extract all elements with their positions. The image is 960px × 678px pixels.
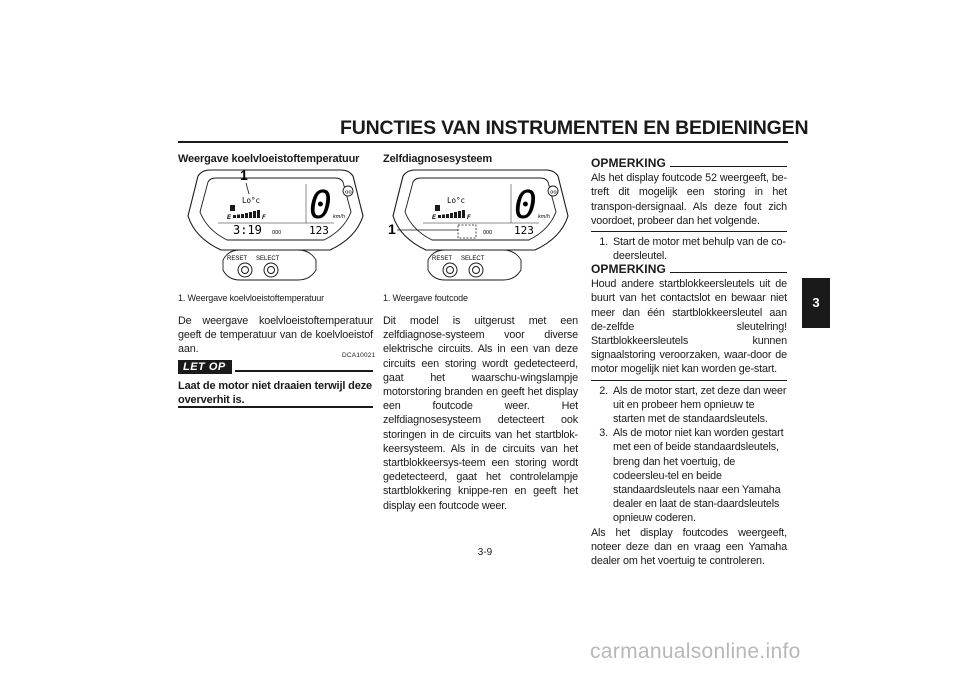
fuel-pump-icon <box>230 205 235 211</box>
svg-text:SELECT: SELECT <box>256 256 280 262</box>
fuel-pump-icon <box>435 205 440 211</box>
caution-text: Laat de motor niet draaien terwijl deze oververhit is. <box>178 380 373 406</box>
svg-text:km/h: km/h <box>538 214 550 220</box>
caution-bottom-rule <box>178 406 373 408</box>
note-1-title: OPMERKING <box>591 156 666 170</box>
column-1-body: De weergave koelvloeistoftemperatuur geeft de temperatuur van de koelvloeistof aan. <box>178 315 373 356</box>
svg-text:1: 1 <box>240 167 248 183</box>
svg-text:km/h: km/h <box>333 214 345 220</box>
svg-text:000: 000 <box>272 230 282 236</box>
column-1-caption: 1. Weergave koelvloeistoftemperatuur <box>178 293 325 303</box>
svg-text:RESET: RESET <box>227 256 248 262</box>
note-1-bottom-rule <box>591 231 787 232</box>
coolant-temp-panel-illustration <box>178 166 373 284</box>
note-1-line <box>670 166 787 167</box>
svg-text:0: 0 <box>309 183 332 227</box>
watermark: carmanualsonline.info <box>590 640 801 663</box>
chapter-tab: 3 <box>802 278 830 328</box>
svg-text:123: 123 <box>309 224 329 237</box>
svg-text:F: F <box>467 215 471 221</box>
note-1-header <box>591 156 787 170</box>
column-1-heading: Weergave koelvloeistoftemperatuur <box>178 153 360 165</box>
page-header-title: FUNCTIES VAN INSTRUMENTEN EN BEDIENINGEN <box>340 117 809 139</box>
list-item: 1. Start de motor met behulp van de co-deersleutel. <box>599 236 786 263</box>
note-2 <box>591 262 787 568</box>
caution-header <box>178 360 373 374</box>
svg-text:E: E <box>432 215 437 221</box>
column-2-heading: Zelfdiagnosesysteem <box>383 153 493 165</box>
svg-text:123: 123 <box>514 224 534 237</box>
note-1 <box>591 156 787 263</box>
note-1-text: Als het display foutcode 52 weergeeft, be-treft dit mogelijk een storing in het transpon-dersignaal. Als deze fout zich voordoet, probeer dan het volgende. <box>591 172 787 227</box>
note-2-bottom-rule <box>591 380 787 381</box>
svg-text:1: 1 <box>388 221 396 237</box>
svg-text:oo: oo <box>345 189 352 196</box>
note-2-title: OPMERKING <box>591 262 666 276</box>
note-2-text: Houd andere startblokkeersleutels uit de buurt van het contactslot en bewaar niet meer dan één startblokkeersleutel aan de-zelfde sleutelring! Startblokkeersleutels kunnen signaalstoring veroorzaken, waar-door de motor mogelijk niet kan worden ge-start. <box>591 278 787 376</box>
caution-header-line <box>235 370 373 372</box>
svg-text:Lo°c: Lo°c <box>242 196 261 205</box>
list-item: 2. Als de motor start, zet deze dan weer uit en probeer hem opnieuw te starten met de standaardsleutels. <box>599 384 787 426</box>
svg-text:000: 000 <box>483 230 493 236</box>
svg-text:oo: oo <box>550 189 557 196</box>
svg-text:0: 0 <box>514 183 537 227</box>
list-item: 3. Als de motor niet kan worden gestart met een of beide standaardsleutels, breng dan het voertuig, de codeersleu-tel en beide standaardsleutels naar een Yamaha dealer en laat de stan-daardsleutels opnieuw coderen. <box>599 427 784 525</box>
note-2-header <box>591 262 787 276</box>
svg-text:Lo°c: Lo°c <box>447 196 466 205</box>
page-number: 3-9 <box>477 547 493 558</box>
closing-text: Als het display foutcodes weergeeft, noteer deze dan en vraag een Yamaha dealer om het voertuig te controleren. <box>591 526 787 568</box>
header-rule <box>178 141 788 143</box>
svg-text:SELECT: SELECT <box>461 256 485 262</box>
note-2-line <box>670 272 787 273</box>
svg-text:F: F <box>262 215 266 221</box>
svg-text:E: E <box>227 215 232 221</box>
svg-text:RESET: RESET <box>432 256 453 262</box>
error-code-panel-illustration <box>383 166 578 284</box>
caution-code: DCA10021 <box>342 352 376 359</box>
column-2-body: Dit model is uitgerust met een zelfdiagnose-systeem voor diverse elektrische circuits. Als in een van deze circuits een storing wordt gedetecteerd, gaat het waarschu-wingslampje motorstoring branden en geeft het display een foutcode weer. Het zelfdiagnosesysteem detecteert ook storingen in de circuits van het startblok-keersysteem. Als in de circuits van het startblokkeersys-teem een storing wordt gedetecteerd, gaat het controlelampje startblokkering knippe-ren en geeft het display een foutcode weer. <box>383 315 578 512</box>
svg-text:3:19: 3:19 <box>233 223 262 237</box>
column-2-caption: 1. Weergave foutcode <box>383 293 468 303</box>
caution-badge: LET OP <box>178 360 232 374</box>
